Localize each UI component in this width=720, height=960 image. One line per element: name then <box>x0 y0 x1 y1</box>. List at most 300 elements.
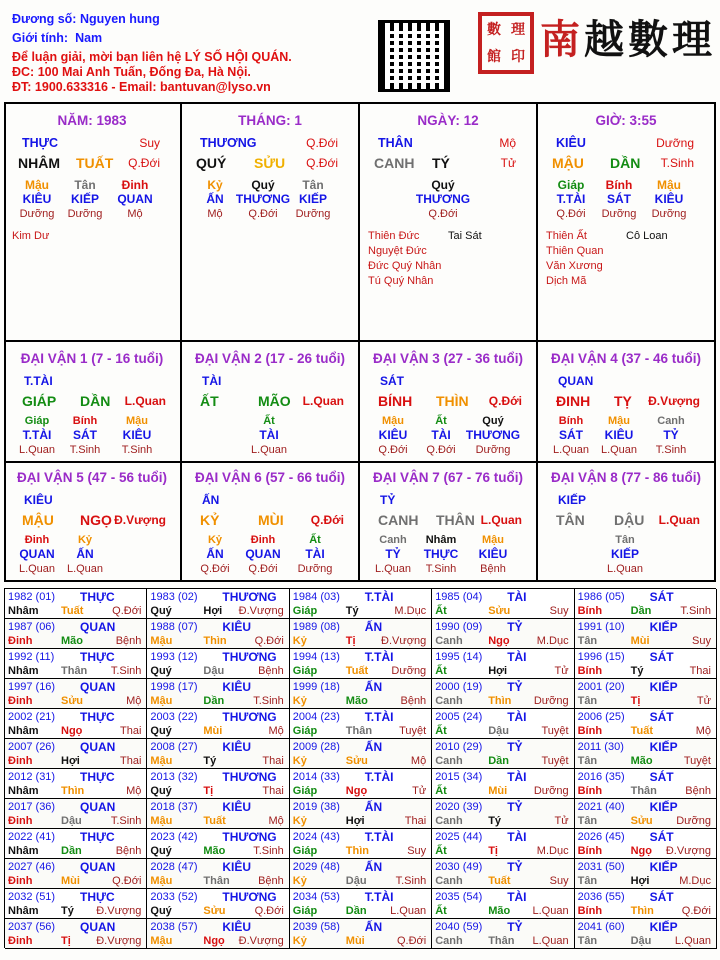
year-branch: Tị <box>488 845 498 857</box>
year-label: 1999 (18) <box>292 681 340 693</box>
year-phase: Q.Đới <box>112 875 142 887</box>
year-star: KIẾP <box>649 620 678 634</box>
year-label: 1993 (12) <box>150 651 198 663</box>
luu-nien-cell <box>147 769 289 799</box>
shensha-left: Thiên Ất <box>546 230 587 242</box>
year-branch: Hợi <box>630 875 650 887</box>
year-branch: Thìn <box>345 845 370 857</box>
year-phase: T.Sinh <box>395 875 427 887</box>
dai-van-phase: L.Quan <box>124 394 166 408</box>
shensha-right: Cô Loan <box>626 230 668 242</box>
year-stem: Bính <box>577 725 603 737</box>
hidden-stem: Kỷ <box>207 178 223 192</box>
year-star: QUAN <box>80 740 116 754</box>
year-phase: Suy <box>549 605 569 617</box>
year-star: THỰC <box>80 830 115 844</box>
dai-van-8 <box>538 461 716 582</box>
year-phase: Bệnh <box>685 785 711 797</box>
dv-hidden-stem: Canh <box>379 534 407 546</box>
hidden-star: KIẾP <box>298 192 327 206</box>
year-branch: Dậu <box>345 875 367 887</box>
year-label: 2033 (52) <box>150 891 198 903</box>
dai-van-branch: MÃO <box>258 393 291 409</box>
dv-hidden-phase: L.Quan <box>18 444 56 456</box>
stem-phase: Dưỡng <box>656 136 694 150</box>
luu-nien-cell <box>575 739 717 769</box>
year-label: 2034 (53) <box>292 891 340 903</box>
year-stem: Canh <box>435 875 463 887</box>
luu-nien-cell <box>575 679 717 709</box>
shensha-left: Kim Dư <box>12 230 50 242</box>
dv-hidden-star: TÀI <box>305 547 325 561</box>
year-star: T.TÀI <box>364 650 394 664</box>
year-label: 1984 (03) <box>292 591 340 603</box>
year-branch: Thân <box>488 935 515 947</box>
year-stem: Ất <box>435 725 447 737</box>
year-phase: Bệnh <box>115 635 142 647</box>
year-phase: T.Sinh <box>253 845 284 857</box>
year-branch: Sửu <box>345 755 368 767</box>
year-label: 2023 (42) <box>150 831 198 843</box>
year-branch: Hợi <box>203 605 223 617</box>
year-label: 1996 (15) <box>577 651 625 663</box>
dv-hidden-phase: L.Quan <box>250 444 288 456</box>
year-stem: Nhâm <box>8 725 39 737</box>
year-star: THƯƠNG <box>222 650 277 664</box>
hidden-star: QUAN <box>117 192 153 206</box>
luu-nien-cell <box>575 919 717 949</box>
year-phase: T.Sinh <box>110 815 142 827</box>
year-branch: Tuất <box>345 665 369 677</box>
branch-phase: Tử <box>500 156 516 170</box>
year-star: THỰC <box>80 590 115 604</box>
pillar-grid <box>4 102 716 580</box>
year-label: 1989 (08) <box>292 621 340 633</box>
year-label: 2036 (55) <box>577 891 625 903</box>
year-phase: Dưỡng <box>533 785 569 797</box>
hidden-star: THƯƠNG <box>235 192 291 206</box>
dai-van-branch: NGỌ <box>80 512 112 528</box>
dv-hidden-star: SÁT <box>73 428 97 442</box>
year-branch: Hợi <box>488 665 508 677</box>
dv-hidden-star: QUAN <box>245 547 281 561</box>
shensha-left: Tú Quý Nhân <box>368 275 434 287</box>
year-branch: Tý <box>345 605 359 617</box>
dv-hidden-phase: Dưỡng <box>475 444 511 456</box>
dv-hidden-star: THỰC <box>423 547 459 561</box>
year-star: QUAN <box>80 920 116 934</box>
year-phase: Thai <box>119 755 142 767</box>
year-phase: L.Quan <box>390 905 427 917</box>
year-phase: Tử <box>412 785 427 797</box>
year-label: 2003 (22) <box>150 711 198 723</box>
year-star: ẤN <box>364 680 383 694</box>
year-phase: Mộ <box>268 725 284 737</box>
dv-hidden-phase: Bệnh <box>480 563 506 575</box>
year-stem: Quý <box>150 605 172 617</box>
year-label: 2029 (48) <box>292 861 340 873</box>
dai-van-star: T.TÀI <box>24 374 53 388</box>
phone-email-line: ĐT: 1900.633316 - Email: bantuvan@lyso.vn <box>12 80 271 94</box>
contact-notice: Để luận giải, mời bạn liên hệ LÝ SỐ HỘI QUÁN. <box>12 50 292 64</box>
dv-hidden-phase: T.Sinh <box>655 444 687 456</box>
year-branch: Dần <box>488 755 509 767</box>
year-label: 2039 (58) <box>292 921 340 933</box>
year-branch: Tị <box>203 785 214 797</box>
year-branch: Mão <box>630 755 653 767</box>
year-star: TÀI <box>507 770 527 784</box>
luu-nien-cell <box>432 709 574 739</box>
stem-phase: Suy <box>139 136 160 150</box>
year-stem: Bính <box>577 845 603 857</box>
hidden-phase: Dưỡng <box>651 208 687 220</box>
dai-van-star: ẤN <box>202 493 220 507</box>
dai-van-title: ĐẠI VẬN 1 (7 - 16 tuổi) <box>20 351 164 366</box>
year-label: 2026 (45) <box>577 831 625 843</box>
year-star: KIÊU <box>222 740 252 754</box>
dv-hidden-phase: L.Quan <box>374 563 412 575</box>
pillar-1 <box>182 102 360 342</box>
year-stem: Canh <box>435 635 463 647</box>
year-star: ẤN <box>364 620 383 634</box>
year-stem: Ất <box>435 905 447 917</box>
year-phase: Suy <box>692 635 711 647</box>
year-stem: Nhâm <box>8 905 39 917</box>
hidden-star: KIÊU <box>654 192 684 206</box>
owner-line: Đương số: Nguyen hung <box>12 12 160 26</box>
year-branch: Tý <box>488 815 502 827</box>
year-branch: Tuất <box>203 815 226 827</box>
year-stem: Mậu <box>150 935 173 947</box>
ten-god-stem: THỰC <box>22 136 59 150</box>
year-stem: Bính <box>577 665 603 677</box>
year-branch: Sửu <box>61 695 84 707</box>
dai-van-title: ĐẠI VẬN 4 (37 - 46 tuổi) <box>550 351 702 366</box>
year-phase: M.Dục <box>394 605 427 617</box>
year-label: 2012 (31) <box>8 771 56 783</box>
year-phase: Thai <box>404 815 427 827</box>
year-branch: Sửu <box>203 905 226 917</box>
year-stem: Mậu <box>150 815 173 827</box>
year-branch: Tuất <box>488 875 511 887</box>
dv-hidden-star: KIÊU <box>122 428 152 442</box>
dv-hidden-phase: Q.Đới <box>426 444 456 456</box>
dai-van-6 <box>182 461 360 582</box>
luu-nien-cell <box>432 919 574 949</box>
luu-nien-cell <box>147 679 289 709</box>
dv-hidden-stem: Bính <box>72 415 98 427</box>
year-stem: Tân <box>577 755 598 767</box>
year-star: QUAN <box>80 680 116 694</box>
year-label: 2013 (32) <box>150 771 198 783</box>
year-stem: Bính <box>577 605 603 617</box>
year-label: 2019 (38) <box>292 801 340 813</box>
year-star: ẤN <box>364 740 383 754</box>
year-label: 2020 (39) <box>435 801 483 813</box>
year-phase: Q.Đới <box>396 935 427 947</box>
year-label: 2038 (57) <box>150 921 198 933</box>
year-stem: Ất <box>435 665 447 677</box>
year-star: THƯƠNG <box>222 590 277 604</box>
year-star: SÁT <box>649 890 674 904</box>
luu-nien-cell <box>575 829 717 859</box>
dai-van-5 <box>4 461 182 582</box>
luu-nien-cell <box>5 709 147 739</box>
year-label: 2014 (33) <box>292 771 340 783</box>
year-branch: Tý <box>203 755 217 767</box>
year-phase: Suy <box>549 875 569 887</box>
year-stem: Kỷ <box>292 875 307 887</box>
year-phase: Bệnh <box>400 695 427 707</box>
year-branch: Thìn <box>203 635 227 647</box>
year-phase: Q.Đới <box>254 635 284 647</box>
year-star: T.TÀI <box>364 770 394 784</box>
dai-van-stem: CANH <box>378 512 419 528</box>
dai-van-phase: L.Quan <box>658 513 700 527</box>
dai-van-branch: TỴ <box>614 393 632 409</box>
luu-nien-cell <box>5 799 147 829</box>
year-label: 2010 (29) <box>435 741 483 753</box>
year-stem: Đinh <box>8 635 33 647</box>
hidden-phase: Dưỡng <box>19 208 55 220</box>
luu-nien-cell <box>290 739 432 769</box>
dai-van-star: SÁT <box>380 374 404 388</box>
year-star: KIÊU <box>222 800 252 814</box>
luu-nien-cell <box>5 739 147 769</box>
dv-hidden-stem: Mậu <box>126 415 148 427</box>
luu-nien-cell <box>290 619 432 649</box>
pillar-2 <box>360 102 538 342</box>
year-stem: Tân <box>577 695 598 707</box>
hidden-phase: Q.Đới <box>248 208 278 220</box>
year-stem: Tân <box>577 935 598 947</box>
year-star: KIẾP <box>649 800 678 814</box>
year-stem: Giáp <box>292 665 318 677</box>
year-stem: Giáp <box>292 605 318 617</box>
year-star: TỶ <box>507 740 523 754</box>
dv-hidden-stem: Ất <box>435 415 447 427</box>
year-label: 2041 (60) <box>577 921 625 933</box>
year-phase: Đ.Vượng <box>96 935 142 947</box>
year-star: THỰC <box>80 770 115 784</box>
year-label: 1998 (17) <box>150 681 198 693</box>
year-star: KIÊU <box>222 620 252 634</box>
year-branch: Mão <box>203 845 226 857</box>
year-star: KIẾP <box>649 860 678 874</box>
year-branch: Dần <box>345 905 367 917</box>
dai-van-phase: Đ.Vượng <box>114 513 166 527</box>
year-stem: Quý <box>150 845 172 857</box>
hidden-star: KIÊU <box>22 192 52 206</box>
year-phase: Dưỡng <box>676 815 711 827</box>
dai-van-3 <box>360 342 538 463</box>
year-label: 2004 (23) <box>292 711 340 723</box>
year-label: 2016 (35) <box>577 771 625 783</box>
dai-van-stem: GIÁP <box>22 393 57 409</box>
year-stem: Bính <box>577 785 603 797</box>
year-stem: Kỷ <box>292 755 307 767</box>
year-label: 1985 (04) <box>435 591 483 603</box>
year-label: 1986 (05) <box>577 591 625 603</box>
year-star: ẤN <box>364 800 383 814</box>
year-phase: L.Quan <box>532 905 569 917</box>
year-star: KIÊU <box>222 680 252 694</box>
year-stem: Tân <box>577 815 598 827</box>
year-phase: Thai <box>689 665 711 677</box>
dai-van-title: ĐẠI VẬN 2 (17 - 26 tuổi) <box>194 351 346 366</box>
shensha-left: Dịch Mã <box>546 275 587 287</box>
luu-nien-cell <box>432 649 574 679</box>
luu-nien-cell <box>5 589 147 619</box>
year-branch: Ngọ <box>630 845 652 857</box>
hidden-stem: Quý <box>251 178 275 192</box>
year-branch: Mão <box>488 905 511 917</box>
dv-hidden-phase: L.Quan <box>600 444 638 456</box>
dv-hidden-stem: Giáp <box>24 415 50 427</box>
year-stem: Ất <box>435 605 447 617</box>
year-label: 2009 (28) <box>292 741 340 753</box>
year-label: 2015 (34) <box>435 771 483 783</box>
year-label: 2008 (27) <box>150 741 198 753</box>
year-label: 1988 (07) <box>150 621 198 633</box>
luu-nien-cell <box>147 649 289 679</box>
dai-van-4 <box>538 342 716 463</box>
year-branch: Mùi <box>345 935 365 947</box>
dai-van-phase: L.Quan <box>302 394 344 408</box>
year-stem: Quý <box>150 725 172 737</box>
dv-hidden-star: THƯƠNG <box>465 428 521 442</box>
dv-hidden-stem: Mậu <box>608 415 630 427</box>
year-stem: Nhâm <box>8 845 39 857</box>
year-label: 1995 (14) <box>435 651 483 663</box>
year-star: SÁT <box>649 830 674 844</box>
dai-van-stem: ẤT <box>200 393 219 409</box>
year-star: ẤN <box>364 920 383 934</box>
year-star: SÁT <box>649 650 674 664</box>
year-branch: Ngọ <box>61 725 83 737</box>
luu-nien-cell <box>290 859 432 889</box>
luu-nien-cell <box>147 889 289 919</box>
luu-nien-cell <box>290 919 432 949</box>
year-star: TÀI <box>507 890 527 904</box>
year-stem: Mậu <box>150 755 173 767</box>
year-star: THƯƠNG <box>222 770 277 784</box>
dv-hidden-stem: Đinh <box>250 534 276 546</box>
year-star: QUAN <box>80 860 116 874</box>
hidden-phase: Mộ <box>207 208 223 220</box>
ten-god-stem: THÂN <box>378 136 413 150</box>
dv-hidden-star: SÁT <box>559 428 583 442</box>
year-stem: Canh <box>435 935 463 947</box>
year-phase: Mộ <box>126 785 142 797</box>
heavenly-stem: NHÂM <box>18 155 60 171</box>
year-phase: Mộ <box>126 695 142 707</box>
dai-van-star: TỶ <box>380 493 396 507</box>
qr-code-icon[interactable] <box>378 20 450 92</box>
branch-phase: Q.Đới <box>306 156 338 170</box>
dai-van-7 <box>360 461 538 582</box>
year-branch: Thìn <box>61 785 85 797</box>
luu-nien-cell <box>147 739 289 769</box>
year-stem: Quý <box>150 785 172 797</box>
dv-hidden-stem: Mậu <box>482 534 504 546</box>
year-phase: L.Quan <box>674 935 711 947</box>
hidden-phase: Q.Đới <box>428 208 458 220</box>
year-star: THỰC <box>80 650 115 664</box>
pillar-title: THÁNG: 1 <box>238 113 302 128</box>
dai-van-branch: THÌN <box>436 393 469 409</box>
year-phase: Dưỡng <box>533 695 569 707</box>
luu-nien-cell <box>5 889 147 919</box>
dai-van-title: ĐẠI VẬN 7 (67 - 76 tuổi) <box>372 470 524 485</box>
dv-hidden-stem: Mậu <box>382 415 404 427</box>
year-phase: Thai <box>262 785 284 797</box>
year-star: T.TÀI <box>364 890 394 904</box>
dai-van-title: ĐẠI VẬN 6 (57 - 66 tuổi) <box>194 470 346 485</box>
year-stem: Kỷ <box>292 635 307 647</box>
dai-van-branch: DẦN <box>80 393 111 409</box>
dv-hidden-star: ẤN <box>76 547 94 561</box>
year-stem: Kỷ <box>292 815 307 827</box>
year-star: QUAN <box>80 620 116 634</box>
dv-hidden-star: QUAN <box>19 547 55 561</box>
year-phase: Đ.Vượng <box>665 845 711 857</box>
dai-van-stem: MẬU <box>22 512 54 528</box>
year-label: 1987 (06) <box>8 621 56 633</box>
year-phase: T.Sinh <box>110 665 142 677</box>
stem-phase: Q.Đới <box>306 136 338 150</box>
year-star: KIẾP <box>649 920 678 934</box>
year-branch: Tị <box>61 935 71 947</box>
dv-hidden-phase: L.Quan <box>66 563 104 575</box>
dai-van-branch: MÙI <box>258 512 284 528</box>
year-star: KIẾP <box>649 680 678 694</box>
hidden-stem: Quý <box>431 178 455 192</box>
year-branch: Ngọ <box>488 635 510 647</box>
year-branch: Tuất <box>61 605 84 617</box>
year-label: 1983 (02) <box>150 591 198 603</box>
year-phase: M.Dục <box>536 635 569 647</box>
dai-van-star: TÀI <box>202 374 222 388</box>
year-branch: Mùi <box>203 725 223 737</box>
year-star: T.TÀI <box>364 830 394 844</box>
shensha-right: Tai Sát <box>448 230 482 242</box>
dv-hidden-stem: Tân <box>615 534 635 546</box>
year-star: THƯƠNG <box>222 710 277 724</box>
seal-stamp: 數 理 館 印 <box>478 12 534 74</box>
year-phase: Q.Đới <box>254 905 284 917</box>
year-star: TỶ <box>507 800 523 814</box>
year-branch: Ngọ <box>345 785 368 797</box>
dai-van-phase: Q.Đới <box>310 513 344 527</box>
dai-van-2 <box>182 342 360 463</box>
hidden-stem: Mậu <box>657 178 681 192</box>
dai-van-title: ĐẠI VẬN 3 (27 - 36 tuổi) <box>372 351 524 366</box>
year-branch: Dậu <box>61 815 82 827</box>
earthly-branch: DẦN <box>610 155 641 171</box>
luu-nien-cell <box>147 589 289 619</box>
address-line: ĐC: 100 Mai Anh Tuấn, Đống Đa, Hà Nội. <box>12 65 251 79</box>
year-phase: Suy <box>407 845 427 857</box>
year-stem: Mậu <box>150 695 173 707</box>
luu-nien-cell <box>575 799 717 829</box>
luu-nien-cell <box>290 679 432 709</box>
branch-phase: Q.Đới <box>128 156 160 170</box>
year-branch: Mùi <box>61 875 80 887</box>
dv-hidden-stem: Nhâm <box>425 534 457 546</box>
year-star: TỶ <box>507 920 523 934</box>
luu-nien-cell <box>575 709 717 739</box>
